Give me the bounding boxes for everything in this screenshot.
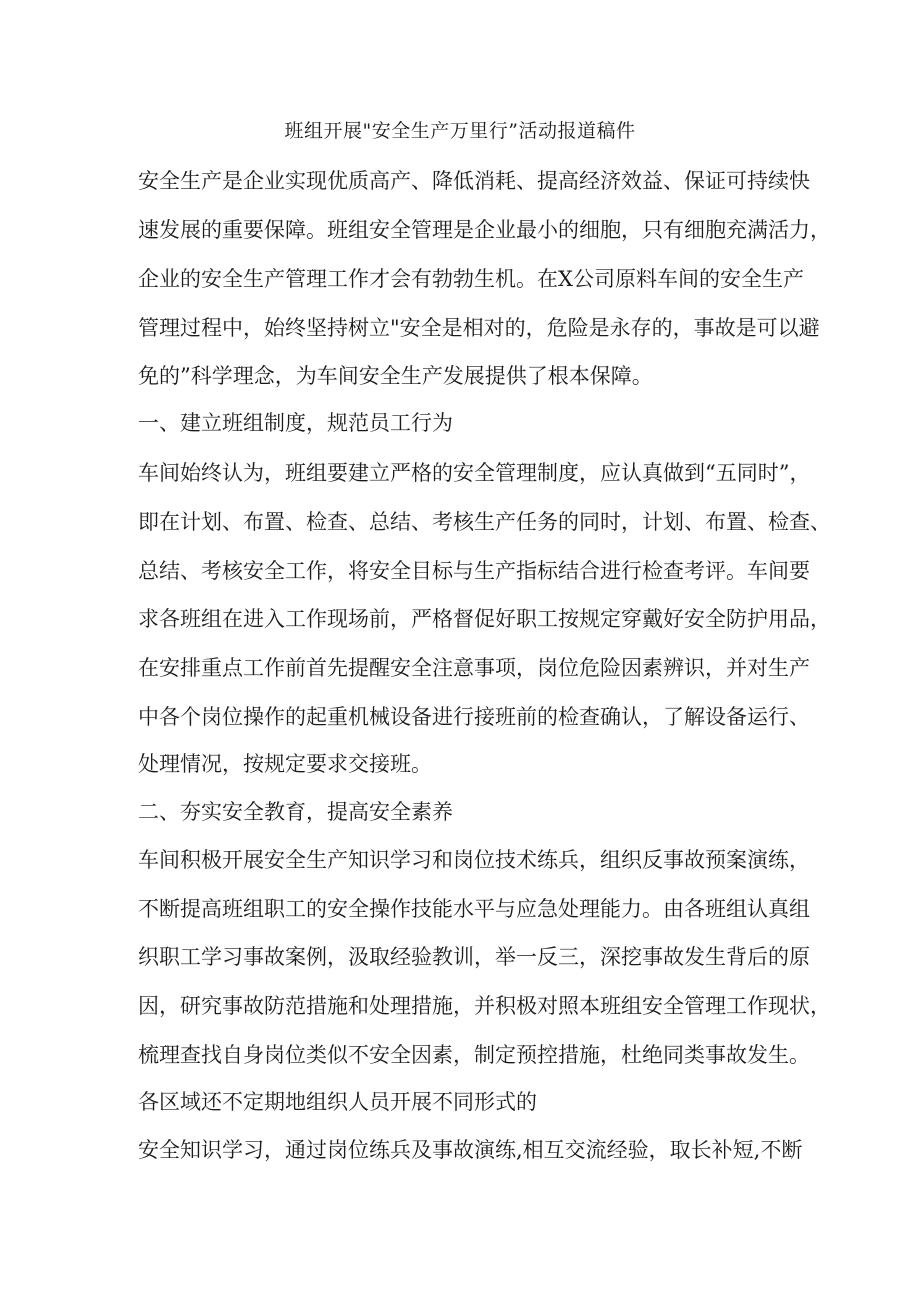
body-line: 在安排重点工作前首先提醒安全注意事项，岗位危险因素辨识，并对生产 (138, 656, 810, 680)
body-line: 梳理查找自身岗位类似不安全因素，制定预控措施，杜绝同类事故发生。 (138, 1043, 810, 1067)
document-title: 班组开展"安全生产万里行”活动报道稿件 (284, 120, 636, 142)
body-line: 车间积极开展安全生产知识学习和岗位技术练兵，组织反事故预案演练， (138, 848, 810, 872)
body-line: 车间始终认为，班组要建立严格的安全管理制度，应认真做到“五同时”， (138, 461, 811, 485)
body-line: 安全知识学习，通过岗位练兵及事故演练,相互交流经验，取长补短,不断 (138, 1138, 803, 1162)
body-line: 各区域还不定期地组织人员开展不同形式的 (138, 1090, 537, 1114)
body-line: 安全生产是企业实现优质高产、降低消耗、提高经济效益、保证可持续快 (138, 169, 810, 193)
body-line: 中各个岗位操作的起重机械设备进行接班前的检查确认，了解设备运行、 (138, 705, 810, 729)
body-line: 处理情况，按规定要求交接班。 (138, 752, 432, 776)
body-line: 求各班组在进入工作现场前，严格督促好职工按规定穿戴好安全防护用品， (138, 607, 831, 631)
body-line: 免的”科学理念，为车间安全生产发展提供了根本保障。 (138, 364, 653, 388)
body-line: 因，研究事故防范措施和处理措施，并积极对照本班组安全管理工作现状， (138, 994, 831, 1018)
body-line: 速发展的重要保障。班组安全管理是企业最小的细胞，只有细胞充满活力， (138, 218, 831, 242)
body-line: 管理过程中，始终坚持树立"安全是相对的，危险是永存的，事故是可以避 (138, 316, 820, 340)
body-line: 织职工学习事故案例，汲取经验教训，举一反三，深挖事故发生背后的原 (138, 945, 810, 969)
body-line: 不断提高班组职工的安全操作技能水平与应急处理能力。由各班组认真组 (138, 897, 810, 921)
body-line: 总结、考核安全工作，将安全目标与生产指标结合进行检查考评。车间要 (138, 559, 810, 583)
body-line: 即在计划、布置、检查、总结、考核生产任务的同时，计划、布置、检查、 (138, 510, 831, 534)
section-heading-2: 二、夯实安全教育，提高安全素养 (138, 800, 453, 824)
section-heading-1: 一、建立班组制度，规范员工行为 (138, 411, 453, 435)
body-line: 企业的安全生产管理工作才会有勃勃生机。在X公司原料车间的安全生产 (138, 267, 804, 291)
